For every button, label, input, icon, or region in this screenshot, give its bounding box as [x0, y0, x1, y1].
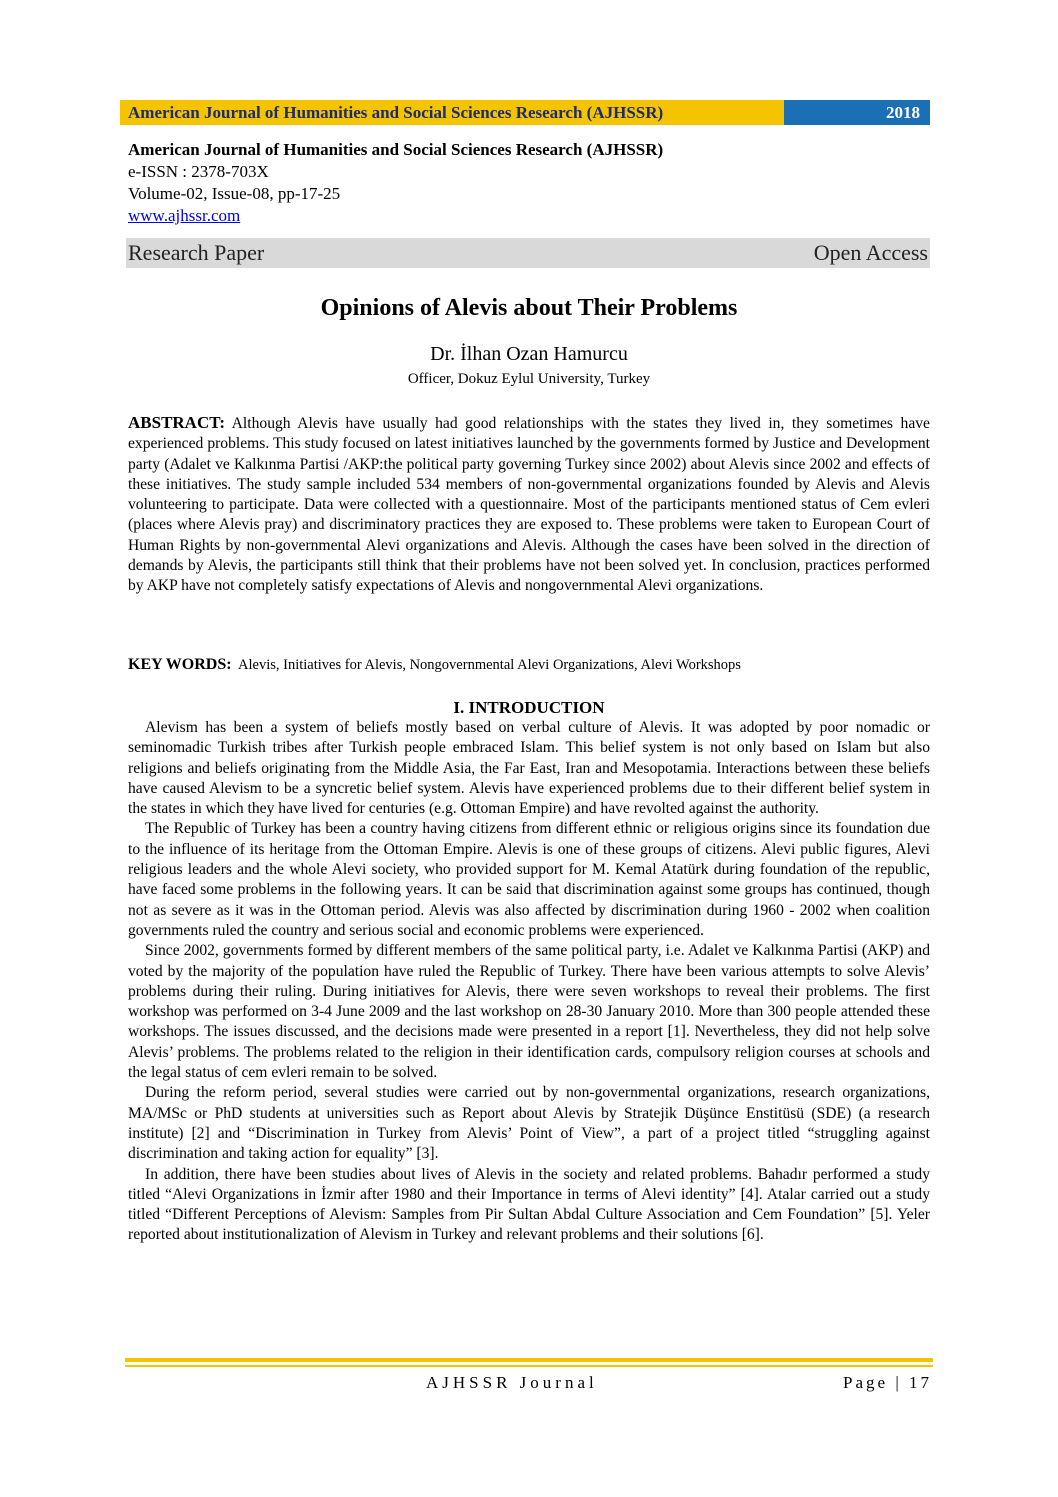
journal-banner-title: American Journal of Humanities and Social Sciences Research (AJHSSR) [120, 100, 784, 125]
author-affiliation: Officer, Dokuz Eylul University, Turkey [407, 371, 651, 387]
paper-title: Opinions of Alevis about Their Problems [320, 295, 738, 321]
journal-website-link[interactable]: www.ajhssr.com [128, 206, 241, 225]
author-name: Dr. İlhan Ozan Hamurcu [430, 343, 628, 365]
paragraph: During the reform period, several studies were carried out by non-governmental organizations, research organizations, MA/MSc or PhD students at universities such as Report about Alevis by Stratejik Düşünce Enstitüsü (SDE) (a research institute) [2] and “Discrimination in Turkey from Alevis’ Point of View”, a part of a project titled “struggling against discrimination and taking action for equality” [3]. [128, 1084, 930, 1163]
abstract [128, 413, 930, 597]
paragraph: Alevism has been a system of beliefs mostly based on verbal culture of Alevis. It was adopted by poor nomadic or seminomadic Turkish tribes after Turkish people embraced Islam. This belief system is not only based on Islam but also religions and beliefs originating from the Middle Asia, the Far East, Iran and Mesopotamia. Interactions between these beliefs have caused Alevism to be a syncretic belief system. Alevis have experienced problems due to their different belief system in the states in which they have lived for centuries (e.g. Ottoman Empire) and have revolted against the authority. [128, 719, 930, 818]
journal-header-band [120, 100, 930, 125]
paragraph: The Republic of Turkey has been a country having citizens from different ethnic or religious origins since its foundation due to the influence of its heritage from the Ottoman Empire. Alevis is one of these groups of citizens. Alevi public figures, Alevi religious leaders and the whole Alevi society, who provided support for M. Kemal Atatürk during foundation of the republic, have faced some problems in the following years. It can be said that discrimination against some groups has continued, though not as severe as it was in the Ottoman period. Alevis was also affected by discrimination during 1960 - 2002 when coalition governments ruled the country and serious social and economic problems were experienced. [128, 820, 930, 939]
abstract-label: ABSTRACT: [128, 413, 225, 432]
footer-rule-thin [125, 1365, 933, 1367]
paragraph: In addition, there have been studies about lives of Alevis in the society and related problems. Bahadır performed a study titled “Alevi Organizations in İzmir after 1980 and their Importance in terms of Alevi identity” [4]. Atalar carried out a study titled “Different Perceptions of Alevism: Samples from Pir Sultan Abdal Culture Association and Cem Foundation” [5]. Yeler reported about institutionalization of Alevism in Turkey and relevant problems and their solutions [6]. [128, 1165, 930, 1244]
paper-type-label: Research Paper [128, 240, 265, 265]
access-type-label: Open Access [813, 240, 928, 265]
paragraph: Since 2002, governments formed by different members of the same political party, i.e. Adalet ve Kalkınma Partisi (AKP) and voted by the majority of the population have ruled the Republic of Turkey. There have been various attempts to solve Alevis’ problems during their ruling. During initiatives for Alevis, there were seven workshops to reveal their problems. The first workshop was performed on 3-4 June 2009 and the last workshop on 28-30 January 2010. More than 300 people attended these workshops. The issues discussed, and the decisions made were presented in a report [1]. Nevertheless, they did not help solve Alevis’ problems. The problems related to the religion in their identification cards, compulsory religion courses at schools and the legal status of cem evleri remain to be solved. [128, 942, 930, 1082]
volume-info: Volume-02, Issue-08, pp-17-25 [128, 184, 341, 203]
keywords-text: Alevis, Initiatives for Alevis, Nongovernmental Alevi Organizations, Alevi Workshops [238, 657, 741, 673]
abstract-text: Although Alevis have usually had good relationships with the states they lived in, they sometimes have experienced problems. This study focused on latest initiatives launched by the governments formed by Justice and Development party (Adalet ve Kalkınma Partisi /AKP:the political party governing Turkey since 2002) about Alevis since 2002 and effects of these initiatives. The study sample included 534 members of non-governmental organizations founded by Alevis and Alevis volunteering to participate. Data were collected with a questionnaire. Most of the participants mentioned status of Cem evleri (places where Alevis pray) and discriminatory practices they are exposed to. These problems were taken to European Court of Human Rights by non-governmental Alevi organizations and Alevis. Although the cases have been solved in the direction of demands by Alevis, the participants still think that their problems have not been solved yet. In conclusion, practices performed by AKP have not completely satisfy expectations of Alevis and nongovernmental Alevi organizations. [128, 415, 930, 595]
keywords-label: KEY WORDS: [128, 656, 232, 673]
journal-meta [128, 139, 663, 227]
journal-banner-year: 2018 [784, 100, 930, 125]
footer-rule [125, 1358, 933, 1362]
journal-name: American Journal of Humanities and Social Sciences Research (AJHSSR) [128, 140, 664, 159]
introduction-body [128, 718, 930, 1246]
keywords [128, 655, 930, 675]
section-heading-introduction: I. INTRODUCTION [453, 698, 605, 717]
paper-type-bar [126, 238, 930, 268]
footer-journal: AJHSSR Journal [426, 1373, 598, 1392]
footer-page-number: Page | 17 [843, 1373, 932, 1392]
issn: e-ISSN : 2378-703X [128, 162, 269, 181]
